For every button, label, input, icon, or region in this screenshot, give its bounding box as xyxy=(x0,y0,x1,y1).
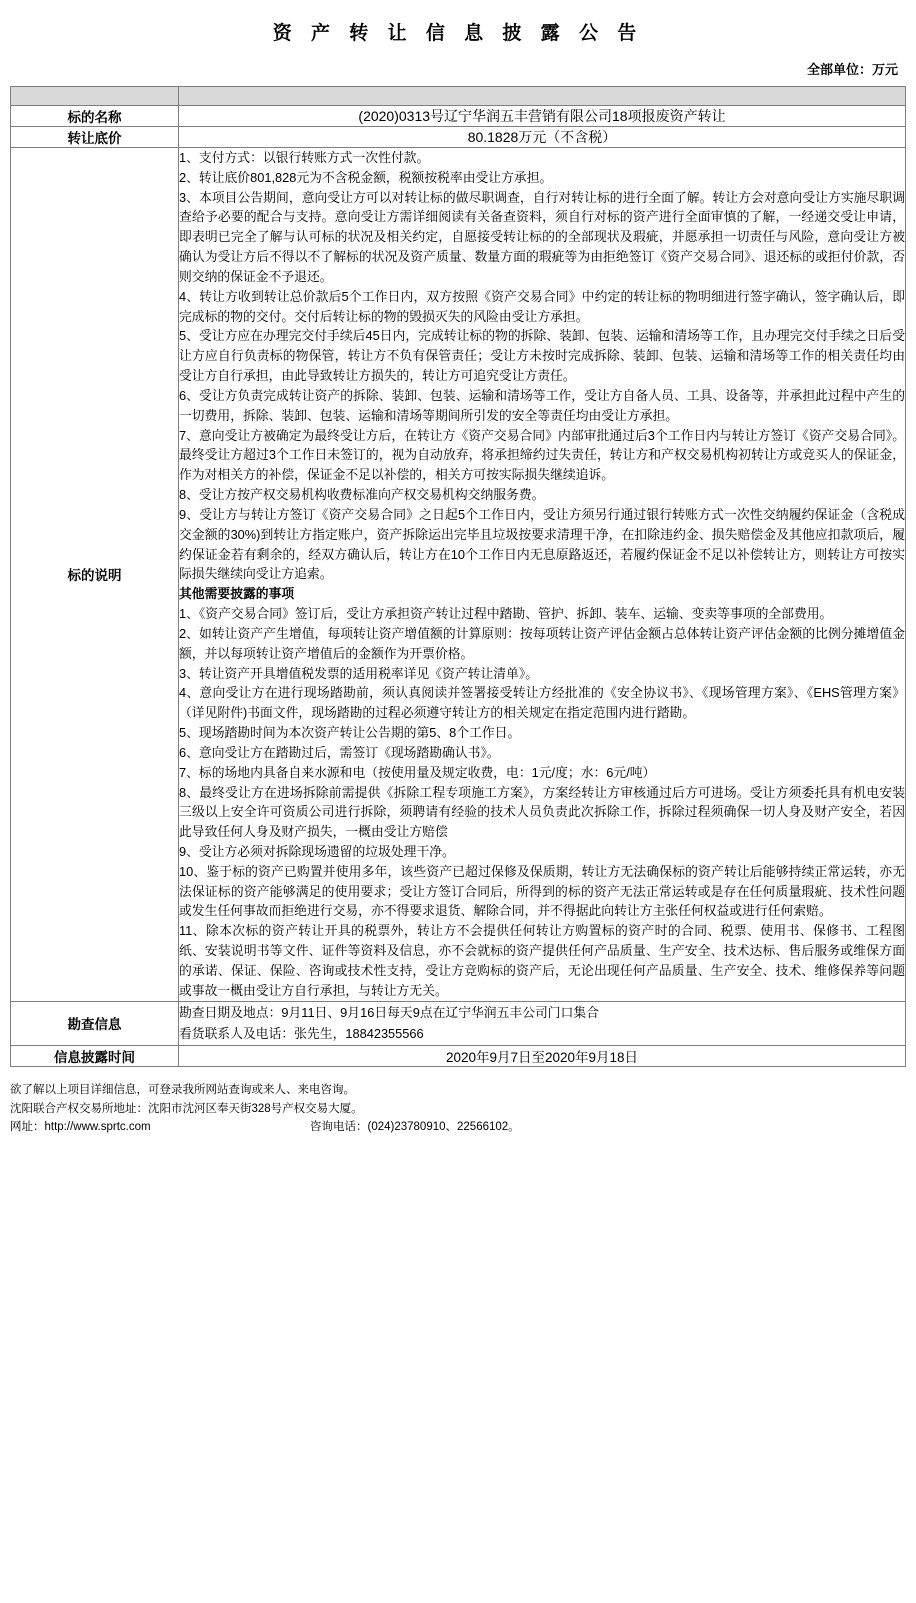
description-item: 3、转让资产开具增值税发票的适用税率详见《资产转让清单》。 xyxy=(179,665,539,681)
description-item: 8、受让方按产权交易机构收费标准向产权交易机构交纳服务费。 xyxy=(179,487,545,503)
description-item: 8、最终受让方在进场拆除前需提供《拆除工程专项施工方案》，方案经转让方审核通过后方可进场。受让方须委托具有机电安装三级以上安全许可资质公司进行拆除，须聘请有经验的技术人员负责此次拆除工作，拆除过程须确保一切人身及财产安全，若因此导致任何人身及财产损失，一概由受让方赔偿 xyxy=(179,784,905,840)
table-header-band xyxy=(11,87,906,106)
table-row xyxy=(11,106,906,127)
page-title: 资 产 转 让 信 息 披 露 公 告 xyxy=(272,23,644,44)
description-item: 6、受让方负责完成转让资产的拆除、装卸、包装、运输和清场等工作，受让方自备人员、工具、设备等，并承担此过程中产生的一切费用，拆除、装卸、包装、运输和清场等期间所引发的安全等责任均由受让方承担。 xyxy=(179,387,905,423)
footer xyxy=(10,1081,906,1136)
description-item: 9、受让方与转让方签订《资产交易合同》之日起5个工作日内，受让方须另行通过银行转账方式一次性交纳履约保证金（含税成交金额的30%)到转让方指定账户，资产拆除运出完毕且垃圾按要求清理干净，在扣除违约金、损失赔偿金及其他应扣款项后，履约保证金若有剩余的，经双方确认后，转让方在10个工作日内无息原路返还，若履约保证金不足以补偿转让方，则转让方可按实际损失继续向受让方追索。 xyxy=(179,506,905,582)
row-value-survey xyxy=(179,1001,906,1046)
description-item: 9、受让方必须对拆除现场遗留的垃圾处理干净。 xyxy=(179,843,455,859)
footer-line-address: 沈阳联合产权交易所地址：沈阳市沈河区奉天街328号产权交易大厦。 xyxy=(10,1102,363,1115)
row-label-survey: 勘查信息 xyxy=(11,1001,179,1046)
description-list-secondary xyxy=(179,604,905,1001)
survey-line-contact: 看货联系人及电话：张先生，18842355566 xyxy=(179,1026,424,1042)
row-label-disclosure-time: 信息披露时间 xyxy=(11,1046,179,1067)
row-value-description xyxy=(179,148,906,1002)
description-item: 11、除本次标的资产转让开具的税票外，转让方不会提供任何转让方购置标的资产时的合同、税票、使用书、保修书、工程图纸、安装说明书等文件、证件等资料及信息，亦不会就标的资产提供任何产品质量、生产安全、技术达标、售后服务或维保方面的承诺、保证、保险、咨询或技术性支持，受让方竞购标的资产后，无论出现任何产品质量、生产安全、技术、维修保养等问题或事故一概由受让方自行承担，与转让方无关。 xyxy=(179,923,905,998)
table-row xyxy=(11,127,906,148)
description-item: 4、意向受让方在进行现场踏勘前，须认真阅读并签署接受转让方经批准的《安全协议书》、《现场管理方案》、《EHS管理方案》（详见附件)书面文件，现场踏勘的过程必须遵守转让方的相关规定在指定范围内进行踏勘。 xyxy=(179,685,905,721)
description-item: 6、意向受让方在踏勘过后，需签订《现场踏勘确认书》。 xyxy=(179,744,500,760)
description-subheading: 其他需要披露的事项 xyxy=(179,586,295,602)
row-value-name: (2020)0313号辽宁华润五丰营销有限公司18项报废资产转让 xyxy=(179,106,906,127)
row-value-price: 80.1828万元（不含税） xyxy=(179,127,906,148)
unit-note: 全部单位：万元 xyxy=(806,62,898,77)
description-item: 3、本项目公告期间，意向受让方可以对转让标的做尽职调查，自行对转让标的进行全面了解。转让方会对意向受让方实施尽职调查给予必要的配合与支持。意向受让方需详细阅读有关备查资料，须自行对标的资产进行全面审慎的了解，一经递交受让申请，即表明已完全了解与认可标的状况及相关约定，自愿接受转让标的的全部现状及瑕疵，并愿承担一切责任与风险，意向受让方被确认为受让方后不得以不了解标的状况及资产质量、数量方面的瑕疵等为由拒绝签订《资产交易合同》、退还标的或拒付价款，否则交纳的保证金不予退还。 xyxy=(179,189,905,284)
description-item: 5、现场踏勘时间为本次资产转让公告期的第5、8个工作日。 xyxy=(179,725,521,741)
footer-website: 网址：http://www.sprtc.com xyxy=(10,1120,151,1133)
description-item: 7、意向受让方被确定为最终受让方后，在转让方《资产交易合同》内部审批通过后3个工作日内与转让方签订《资产交易合同》。最终受让方超过3个工作日未签订的，视为自动放弃，将承担缔约过失责任，转让方和产权交易机构初转让方或竞买人的保证金，作为对相关方的补偿，保证金不足以补偿的，相关方可按实际损失继续追诉。 xyxy=(179,427,905,483)
footer-line-contact xyxy=(10,1118,906,1136)
row-label-name: 标的名称 xyxy=(11,106,179,127)
description-item: 7、标的场地内具备自来水源和电（按使用量及规定收费，电：1元/度；水：6元/吨） xyxy=(179,764,656,780)
description-item: 10、鉴于标的资产已购置并使用多年，该些资产已超过保修及保质期，转让方无法确保标的资产转让后能够持续正常运转，亦无法保证标的资产能够满足的使用要求；受让方签订合同后，所得到的标的资产无法正常运转或是存在任何质量瑕疵、技术性问题或发生任何事故而拒绝进行交易，亦不得要求退货、解除合同，并不得据此向转让方主张任何权益或进行任何索赔。 xyxy=(179,863,905,919)
description-item: 2、如转让资产产生增值，每项转让资产增值额的计算原则：按每项转让资产评估金额占总体转让资产评估金额的比例分摊增值金额，并以每项转让资产增值后的金额作为开票价格。 xyxy=(179,625,905,661)
row-label-price: 转让底价 xyxy=(11,127,179,148)
description-item: 1、支付方式：以银行转账方式一次性付款。 xyxy=(179,150,430,165)
description-item: 5、受让方应在办理完交付手续后45日内，完成转让标的物的拆除、装卸、包装、运输和清场等工作，且办理完交付手续之日后受让方应自行负责标的物保管，转让方不负有保管责任；受让方未按时完成拆除、装卸、包装、运输和清场等工作的相关责任均由受让方自行承担，由此导致转让方损失的，转让方可追究受让方责任。 xyxy=(179,328,905,384)
footer-line-inquiry: 欲了解以上项目详细信息，可登录我所网站查询或来人、来电咨询。 xyxy=(10,1084,355,1097)
footer-phone: 咨询电话：(024)23780910、22566102。 xyxy=(310,1120,520,1133)
description-item: 2、转让底价801,828元为不含税金额，税额按税率由受让方承担。 xyxy=(179,169,553,185)
description-list-primary xyxy=(179,148,905,584)
description-item: 1、《资产交易合同》签订后，受让方承担资产转让过程中踏勘、管护、拆卸、装车、运输、变卖等事项的全部费用。 xyxy=(179,606,833,622)
table-row xyxy=(11,1046,906,1067)
table-row xyxy=(11,1001,906,1046)
header-band-left xyxy=(11,87,179,106)
row-value-disclosure-time: 2020年9月7日至2020年9月18日 xyxy=(179,1046,906,1067)
header-band-right xyxy=(179,87,906,106)
description-item: 4、转让方收到转让总价款后5个工作日内，双方按照《资产交易合同》中约定的转让标的物明细进行签字确认，签字确认后，即完成标的物的交付。交付后转让标的物的毁损灭失的风险由受让方承担。 xyxy=(179,288,905,324)
survey-line-date: 勘查日期及地点：9月11日、9月16日每天9点在辽宁华润五丰公司门口集合 xyxy=(179,1004,599,1020)
disclosure-table xyxy=(10,86,906,1067)
table-row xyxy=(11,148,906,1002)
row-label-description: 标的说明 xyxy=(11,148,179,1002)
